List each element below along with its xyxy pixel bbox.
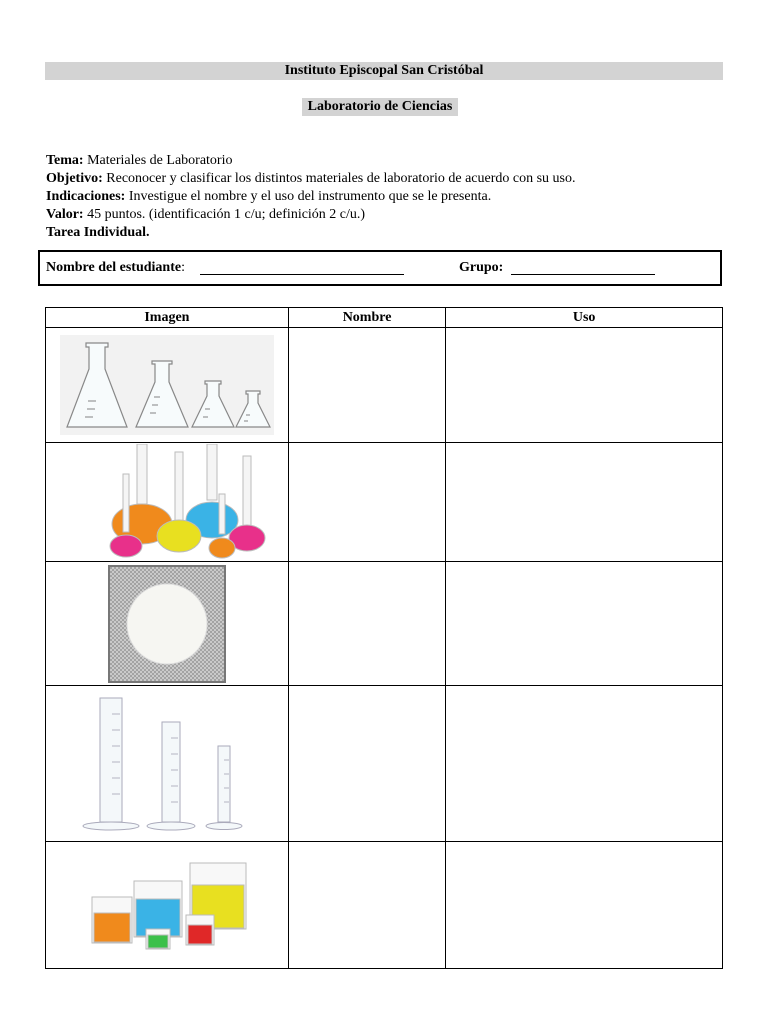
uso-cell[interactable]	[446, 328, 723, 443]
materials-table	[45, 307, 723, 969]
uso-cell[interactable]	[446, 842, 723, 969]
header-nombre: Nombre	[288, 308, 445, 328]
uso-cell[interactable]	[446, 562, 723, 686]
indicaciones-label: Indicaciones:	[46, 189, 126, 204]
table-row	[46, 328, 723, 443]
image-cell	[46, 842, 289, 969]
group-label: Grupo:	[459, 260, 504, 275]
image-cell	[46, 443, 289, 562]
tema-value: Materiales de Laboratorio	[87, 153, 233, 168]
objetivo-value: Reconocer y clasificar los distintos materiales de laboratorio de acuerdo con su uso.	[106, 171, 576, 186]
nombre-cell[interactable]	[288, 686, 445, 842]
nombre-cell[interactable]	[288, 562, 445, 686]
institution-title: Instituto Episcopal San Cristóbal	[45, 62, 723, 80]
nombre-cell[interactable]	[288, 328, 445, 443]
uso-cell[interactable]	[446, 443, 723, 562]
table-header-row	[46, 308, 723, 328]
graduated-cylinders-image	[82, 694, 252, 834]
header-uso: Uso	[446, 308, 723, 328]
student-info-box	[38, 250, 722, 286]
wire-gauze-image	[107, 564, 227, 684]
uso-cell[interactable]	[446, 686, 723, 842]
valor-label: Valor:	[46, 207, 84, 222]
image-cell	[46, 686, 289, 842]
indicaciones-value: Investigue el nombre y el uso del instrumento que se le presenta.	[128, 189, 492, 204]
student-name-field[interactable]	[200, 274, 404, 275]
nombre-cell[interactable]	[288, 842, 445, 969]
table-row	[46, 686, 723, 842]
header-imagen: Imagen	[46, 308, 289, 328]
subject-title: Laboratorio de Ciencias	[302, 98, 458, 116]
image-cell	[46, 562, 289, 686]
group-field[interactable]	[511, 274, 655, 275]
volumetric-flasks-image	[67, 444, 267, 560]
tema-label: Tema:	[46, 153, 84, 168]
image-cell	[46, 328, 289, 443]
table-row	[46, 562, 723, 686]
objetivo-label: Objetivo:	[46, 171, 103, 186]
student-name-label: Nombre del estudiante:	[46, 260, 185, 275]
valor-value: 45 puntos. (identificación 1 c/u; definición 2 c/u.)	[87, 207, 366, 222]
beakers-image	[82, 859, 252, 951]
table-row	[46, 443, 723, 562]
erlenmeyer-flasks-image	[60, 335, 274, 435]
nombre-cell[interactable]	[288, 443, 445, 562]
tarea-label: Tarea Individual.	[46, 225, 150, 240]
table-row	[46, 842, 723, 969]
instructions-block	[46, 152, 576, 242]
